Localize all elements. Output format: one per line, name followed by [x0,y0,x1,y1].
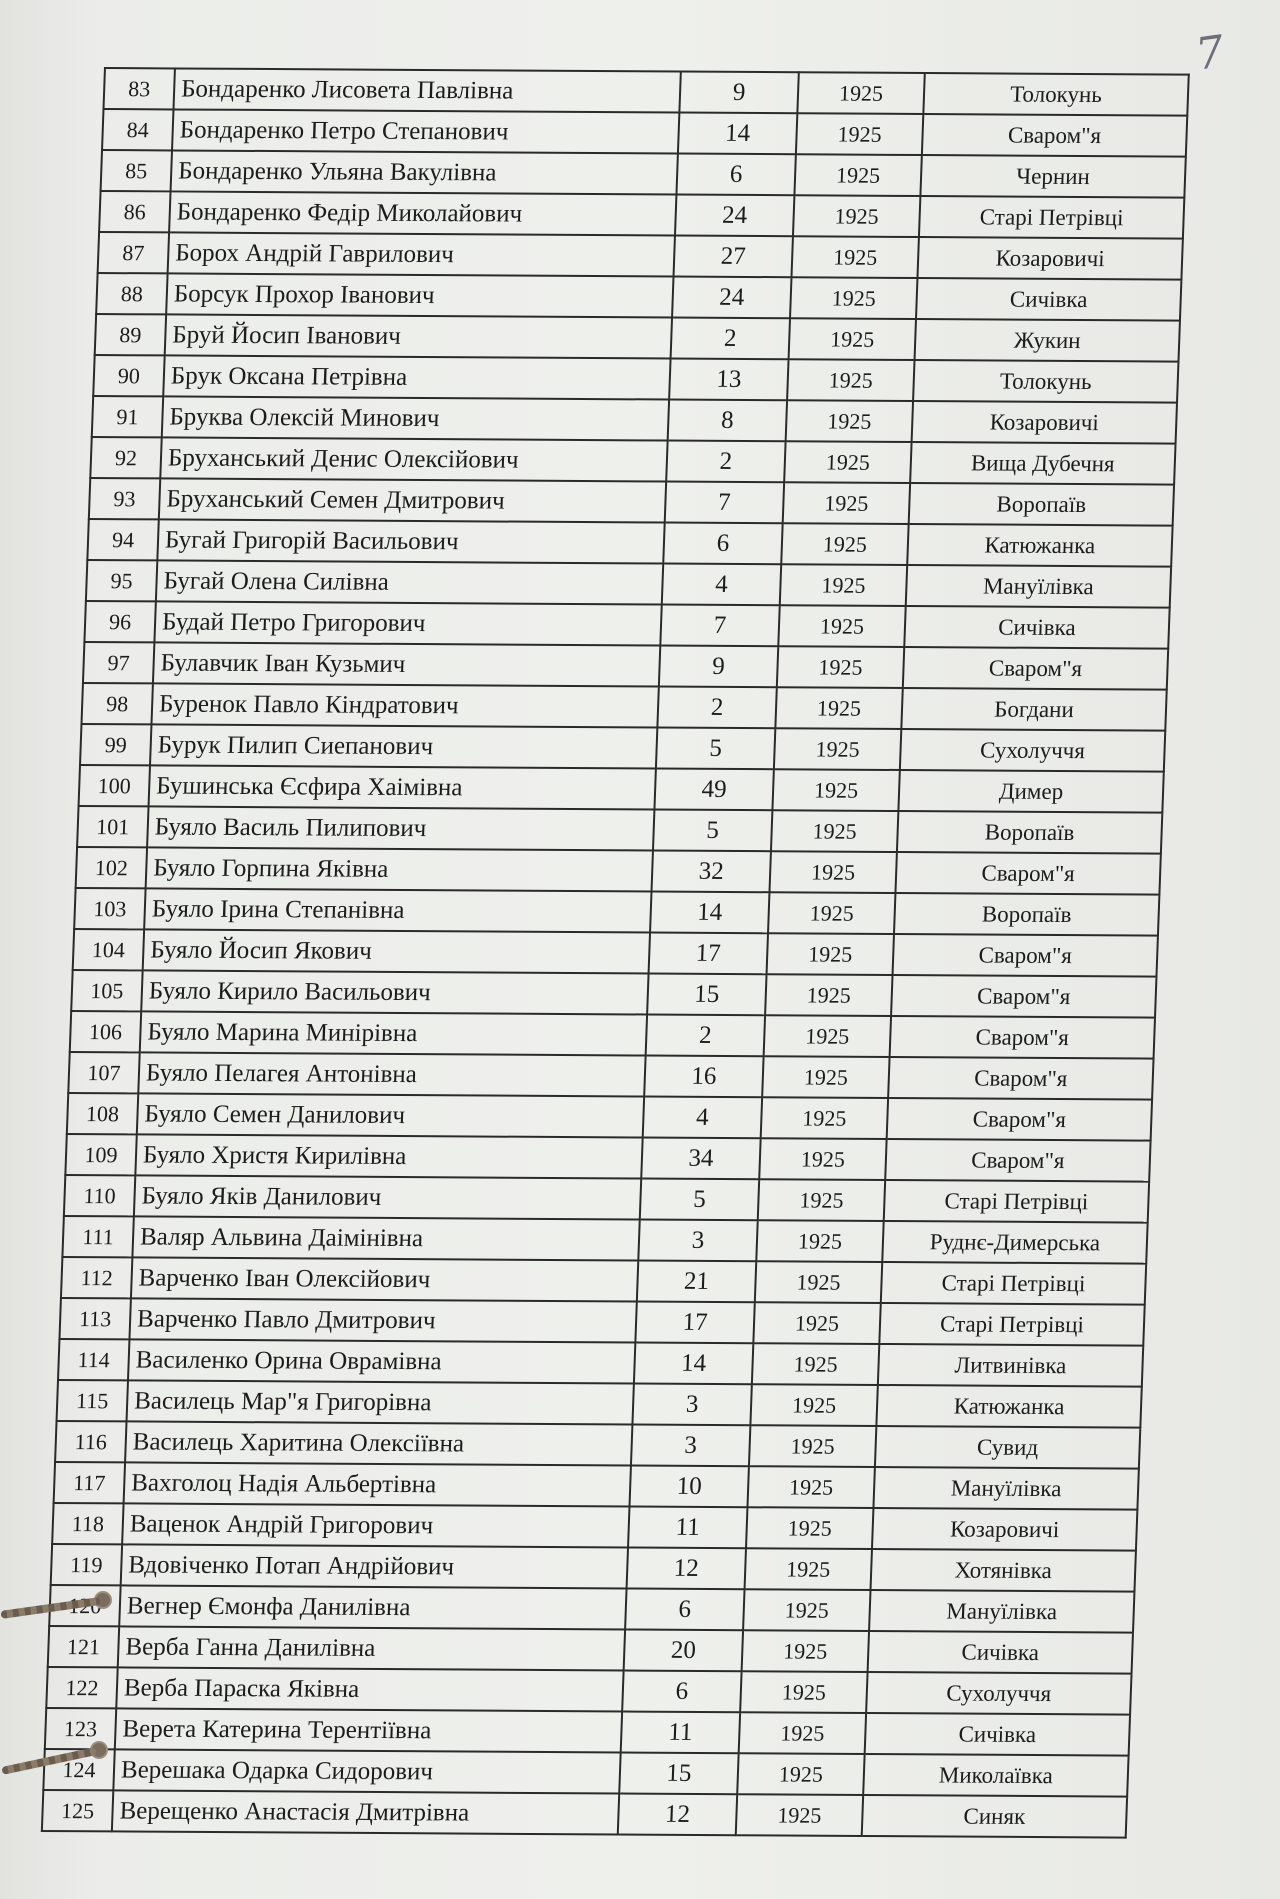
year-value-cell: 1925 [749,1425,876,1467]
row-number-cell: 111 [62,1216,133,1257]
village-name-cell: Сичівка [868,1631,1133,1674]
count-value-cell: 32 [652,851,771,893]
count-value-cell: 7 [665,482,784,524]
village-name-cell: Катюжанка [907,524,1172,567]
count-value-cell: 17 [635,1302,754,1344]
count-value-cell: 27 [674,236,793,278]
count-value-cell: 6 [622,1670,741,1712]
year-value-cell: 1925 [765,974,892,1016]
year-value-cell: 1925 [767,933,894,975]
person-name-cell: Буяло Ірина Степанівна [144,888,651,932]
table-row [76,847,1161,895]
count-value-cell: 3 [638,1220,757,1262]
village-name-cell: Старі Петрівці [884,1180,1149,1223]
village-name-cell: Воропаїв [897,811,1162,854]
village-name-cell: Синяк [862,1795,1127,1838]
person-name-cell: Ваценок Андрій Григорович [122,1503,629,1547]
person-name-cell: Бондаренко Лисовета Павлівна [173,68,680,112]
person-name-cell: Борох Андрій Гаврилович [168,232,675,276]
person-name-cell: Бондаренко Петро Степанович [172,109,679,153]
person-name-cell: Василець Харитина Олексіївна [125,1421,632,1465]
row-number-cell: 113 [59,1298,130,1339]
year-value-cell: 1925 [742,1630,869,1672]
row-number-cell: 90 [93,355,164,396]
count-value-cell: 24 [675,195,794,237]
table-row [46,1667,1131,1715]
row-number-cell: 93 [89,478,160,519]
person-name-cell: Бугай Григорій Васильович [157,519,664,563]
count-value-cell: 34 [641,1138,760,1180]
count-value-cell: 16 [644,1056,763,1098]
row-number-cell: 106 [70,1011,141,1052]
village-name-cell: Сухолуччя [866,1672,1131,1715]
village-name-cell: Катюжанка [876,1385,1141,1428]
person-name-cell: Вегнер Ємонфа Данилівна [119,1585,626,1629]
year-value-cell: 1925 [736,1794,863,1836]
count-value-cell: 17 [649,933,768,975]
year-value-cell: 1925 [794,154,921,196]
row-number-cell: 98 [81,683,152,724]
person-name-cell: Бруханський Семен Дмитрович [159,478,666,522]
row-number-cell: 92 [90,437,161,478]
table-row [70,1011,1155,1059]
person-name-cell: Вахголоц Надія Альбертівна [124,1462,631,1506]
row-number-cell: 115 [57,1380,128,1421]
year-value-cell: 1925 [756,1220,883,1262]
person-name-cell: Бруханський Денис Олексійович [160,437,667,481]
person-name-cell: Бондаренко Федір Миколайович [169,191,676,235]
person-name-cell: Василець Мар"я Григорівна [127,1380,634,1424]
year-value-cell: 1925 [777,646,904,688]
table-row [81,683,1166,731]
village-name-cell: Руднє-Димерська [882,1221,1147,1264]
person-name-cell: Буяло Христя Кирилівна [135,1134,642,1178]
year-value-cell: 1925 [737,1753,864,1795]
year-value-cell: 1925 [778,605,905,647]
person-name-cell: Буяло Семен Данилович [137,1093,644,1137]
table-row [62,1216,1147,1264]
table-row [54,1462,1139,1510]
row-number-cell: 101 [77,806,148,847]
year-value-cell: 1925 [746,1507,873,1549]
year-value-cell: 1925 [745,1548,872,1590]
village-name-cell: Мануїлівка [869,1590,1134,1633]
village-name-cell: Сваром"я [885,1139,1150,1182]
year-value-cell: 1925 [769,851,896,893]
village-name-cell: Сваром"я [887,1098,1152,1141]
person-name-cell: Верещенко Анастасія Дмитрівна [112,1790,619,1834]
row-number-cell: 125 [42,1790,113,1831]
year-value-cell: 1925 [775,687,902,729]
count-value-cell: 5 [640,1179,759,1221]
village-name-cell: Сичівка [865,1713,1130,1756]
table-row [61,1257,1146,1305]
table-row [98,232,1183,280]
person-name-cell: Буяло Кирило Васильович [141,970,648,1014]
count-value-cell: 11 [628,1506,747,1548]
village-name-cell: Вища Дубечня [910,442,1175,485]
year-value-cell: 1925 [740,1671,867,1713]
table-row [87,519,1172,567]
table-row [58,1339,1143,1387]
count-value-cell: 14 [650,892,769,934]
village-name-cell: Козаровичі [872,1508,1137,1551]
row-number-cell: 117 [54,1462,125,1503]
year-value-cell: 1925 [759,1138,886,1180]
row-number-cell: 96 [84,601,155,642]
count-value-cell: 3 [631,1424,750,1466]
village-name-cell: Сваром"я [903,647,1168,690]
person-name-cell: Валяр Альвина Даімінівна [132,1216,639,1260]
year-value-cell: 1925 [743,1589,870,1631]
year-value-cell: 1925 [789,318,916,360]
row-number-cell: 110 [64,1175,135,1216]
table-row [45,1708,1130,1756]
row-number-cell: 107 [68,1052,139,1093]
year-value-cell: 1925 [768,892,895,934]
table-row [73,929,1158,977]
count-value-cell: 49 [654,769,773,811]
count-value-cell: 15 [647,974,766,1016]
row-number-cell: 109 [65,1134,136,1175]
person-name-cell: Буяло Яків Данилович [134,1175,641,1219]
village-name-cell: Сваром"я [893,934,1158,977]
table-row [103,68,1188,116]
person-name-cell: Верешака Одарка Сидорович [113,1749,620,1793]
person-name-cell: Борсук Прохор Іванович [166,273,673,317]
table-row [101,150,1186,198]
person-name-cell: Верета Катерина Терентіївна [115,1708,622,1752]
row-number-cell: 86 [99,191,170,232]
person-name-cell: Буяло Йосип Якович [143,929,650,973]
count-value-cell: 4 [643,1097,762,1139]
year-value-cell: 1925 [783,482,910,524]
village-name-cell: Сувид [875,1426,1140,1469]
table-row [84,601,1169,649]
count-value-cell: 2 [646,1015,765,1057]
count-value-cell: 3 [632,1384,751,1426]
count-value-cell: 2 [671,318,790,360]
person-name-cell: Брук Оксана Петрівна [163,355,670,399]
village-name-cell: Козаровичі [917,237,1182,280]
person-name-cell: Бруква Олексій Минович [162,396,669,440]
row-number-cell: 102 [76,847,147,888]
year-value-cell: 1925 [774,728,901,770]
row-number-cell: 91 [92,396,163,437]
year-value-cell: 1925 [790,277,917,319]
year-value-cell: 1925 [752,1343,879,1385]
count-value-cell: 7 [660,605,779,647]
row-number-cell: 116 [55,1421,126,1462]
table-row [83,642,1168,690]
village-name-cell: Сваром"я [922,114,1187,157]
count-value-cell: 11 [621,1711,740,1753]
village-name-cell: Старі Петрівці [881,1262,1146,1305]
table-row [42,1790,1127,1838]
year-value-cell: 1925 [764,1015,891,1057]
count-value-cell: 10 [629,1465,748,1507]
village-name-cell: Толокунь [923,73,1188,116]
year-value-cell: 1925 [747,1466,874,1508]
year-value-cell: 1925 [796,113,923,155]
person-name-cell: Бурук Пилип Сиепанович [150,724,657,768]
person-name-cell: Василенко Орина Оврамівна [128,1339,635,1383]
row-number-cell: 114 [58,1339,129,1380]
year-value-cell: 1925 [793,195,920,237]
count-value-cell: 2 [657,687,776,729]
village-name-cell: Сваром"я [890,1016,1155,1059]
year-value-cell: 1925 [739,1712,866,1754]
row-number-cell: 108 [67,1093,138,1134]
row-number-cell: 100 [79,765,150,806]
row-number-cell: 105 [71,970,142,1011]
village-name-cell: Мануїлівка [906,565,1171,608]
count-value-cell: 15 [619,1752,738,1794]
table-row [71,970,1156,1018]
year-value-cell: 1925 [761,1097,888,1139]
count-value-cell: 2 [666,441,785,483]
row-number-cell: 97 [83,642,154,683]
year-value-cell: 1925 [755,1261,882,1303]
village-name-cell: Сухолуччя [900,729,1165,772]
person-name-cell: Буренок Павло Кіндратович [151,683,658,727]
row-number-cell: 103 [74,888,145,929]
row-number-cell: 88 [96,273,167,314]
register-table-body [42,68,1189,1838]
table-row [68,1052,1153,1100]
row-number-cell: 94 [87,519,158,560]
count-value-cell: 6 [676,154,795,196]
village-name-cell: Сваром"я [891,975,1156,1018]
village-name-cell: Сичівка [904,606,1169,649]
table-row [74,888,1159,936]
village-name-cell: Сичівка [916,278,1181,321]
year-value-cell: 1925 [771,810,898,852]
person-name-cell: Буяло Пелагея Антонівна [138,1052,645,1096]
count-value-cell: 9 [659,646,778,688]
village-name-cell: Сваром"я [888,1057,1153,1100]
village-name-cell: Старі Петрівці [919,196,1184,239]
year-value-cell: 1925 [753,1302,880,1344]
register-table [41,67,1190,1839]
village-name-cell: Хотянівка [871,1549,1136,1592]
village-name-cell: Воропаїв [894,893,1159,936]
row-number-cell: 121 [48,1626,119,1667]
village-name-cell: Козаровичі [912,401,1177,444]
person-name-cell: Бугай Олена Силівна [156,560,663,604]
table-row [64,1175,1149,1223]
village-name-cell: Жукин [915,319,1180,362]
table-row [96,273,1181,321]
table-row [89,478,1174,526]
row-number-cell: 99 [80,724,151,765]
table-row [80,724,1165,772]
village-name-cell: Богдани [901,688,1166,731]
village-name-cell: Толокунь [913,360,1178,403]
person-name-cell: Будай Петро Григорович [154,601,661,645]
table-row [51,1544,1136,1592]
year-value-cell: 1925 [786,400,913,442]
count-value-cell: 12 [627,1547,746,1589]
table-row [57,1380,1142,1428]
row-number-cell: 87 [98,232,169,273]
count-value-cell: 6 [663,523,782,565]
row-number-cell: 124 [43,1749,114,1790]
village-name-cell: Миколаївка [863,1754,1128,1797]
row-number-cell: 122 [46,1667,117,1708]
person-name-cell: Бондаренко Ульяна Вакулівна [171,150,678,194]
person-name-cell: Бушинська Єсфира Хаімівна [149,765,656,809]
person-name-cell: Буяло Марина Минірівна [140,1011,647,1055]
village-name-cell: Димер [898,770,1163,813]
count-value-cell: 14 [634,1343,753,1385]
row-number-cell: 95 [86,560,157,601]
count-value-cell: 9 [679,72,798,114]
village-name-cell: Сваром"я [895,852,1160,895]
page-number-mark: 7 [1192,26,1228,81]
village-name-cell: Воропаїв [909,483,1174,526]
count-value-cell: 21 [637,1261,756,1303]
count-value-cell: 13 [669,359,788,401]
table-row [92,396,1177,444]
village-name-cell: Мануїлівка [873,1467,1138,1510]
row-number-cell: 85 [101,150,172,191]
count-value-cell: 5 [653,810,772,852]
year-value-cell: 1925 [780,564,907,606]
count-value-cell: 14 [678,113,797,155]
count-value-cell: 4 [662,564,781,606]
row-number-cell: 89 [95,314,166,355]
table-row [102,109,1187,157]
row-number-cell: 84 [102,109,173,150]
table-row [90,437,1175,485]
year-value-cell: 1925 [787,359,914,401]
table-row [95,314,1180,362]
year-value-cell: 1925 [781,523,908,565]
table-row [77,806,1162,854]
table-row [43,1749,1128,1797]
person-name-cell: Верба Ганна Данилівна [118,1626,625,1670]
count-value-cell: 20 [624,1629,743,1671]
person-name-cell: Бруй Йосип Іванович [165,314,672,358]
table-row [55,1421,1140,1469]
row-number-cell: 119 [51,1544,122,1585]
village-name-cell: Старі Петрівці [879,1303,1144,1346]
year-value-cell: 1925 [784,441,911,483]
year-value-cell: 1925 [758,1179,885,1221]
year-value-cell: 1925 [791,236,918,278]
count-value-cell: 6 [625,1588,744,1630]
table-row [59,1298,1144,1346]
year-value-cell: 1925 [762,1056,889,1098]
table-row [65,1134,1150,1182]
row-number-cell: 112 [61,1257,132,1298]
row-number-cell: 83 [103,68,174,109]
row-number-cell: 118 [52,1503,123,1544]
year-value-cell: 1925 [750,1384,877,1426]
person-name-cell: Вдовіченко Потап Андрійович [121,1544,628,1588]
table-row [86,560,1171,608]
table-row [49,1585,1134,1633]
table-row [52,1503,1137,1551]
table-row [48,1626,1133,1674]
count-value-cell: 5 [656,728,775,770]
person-name-cell: Верба Параска Яківна [116,1667,623,1711]
person-name-cell: Варченко Павло Дмитрович [129,1298,636,1342]
table-row [67,1093,1152,1141]
table-row [79,765,1164,813]
count-value-cell: 24 [672,277,791,319]
table-row [99,191,1184,239]
person-name-cell: Булавчик Іван Кузьмич [153,642,660,686]
row-number-cell: 123 [45,1708,116,1749]
village-name-cell: Литвинівка [878,1344,1143,1387]
person-name-cell: Буяло Василь Пилипович [147,806,654,850]
row-number-cell: 104 [73,929,144,970]
year-value-cell: 1925 [797,72,924,114]
table-row [93,355,1178,403]
person-name-cell: Буяло Горпина Яківна [146,847,653,891]
person-name-cell: Варченко Іван Олексійович [131,1257,638,1301]
count-value-cell: 8 [668,400,787,442]
count-value-cell: 12 [618,1793,737,1835]
year-value-cell: 1925 [772,769,899,811]
village-name-cell: Чернин [920,155,1185,198]
